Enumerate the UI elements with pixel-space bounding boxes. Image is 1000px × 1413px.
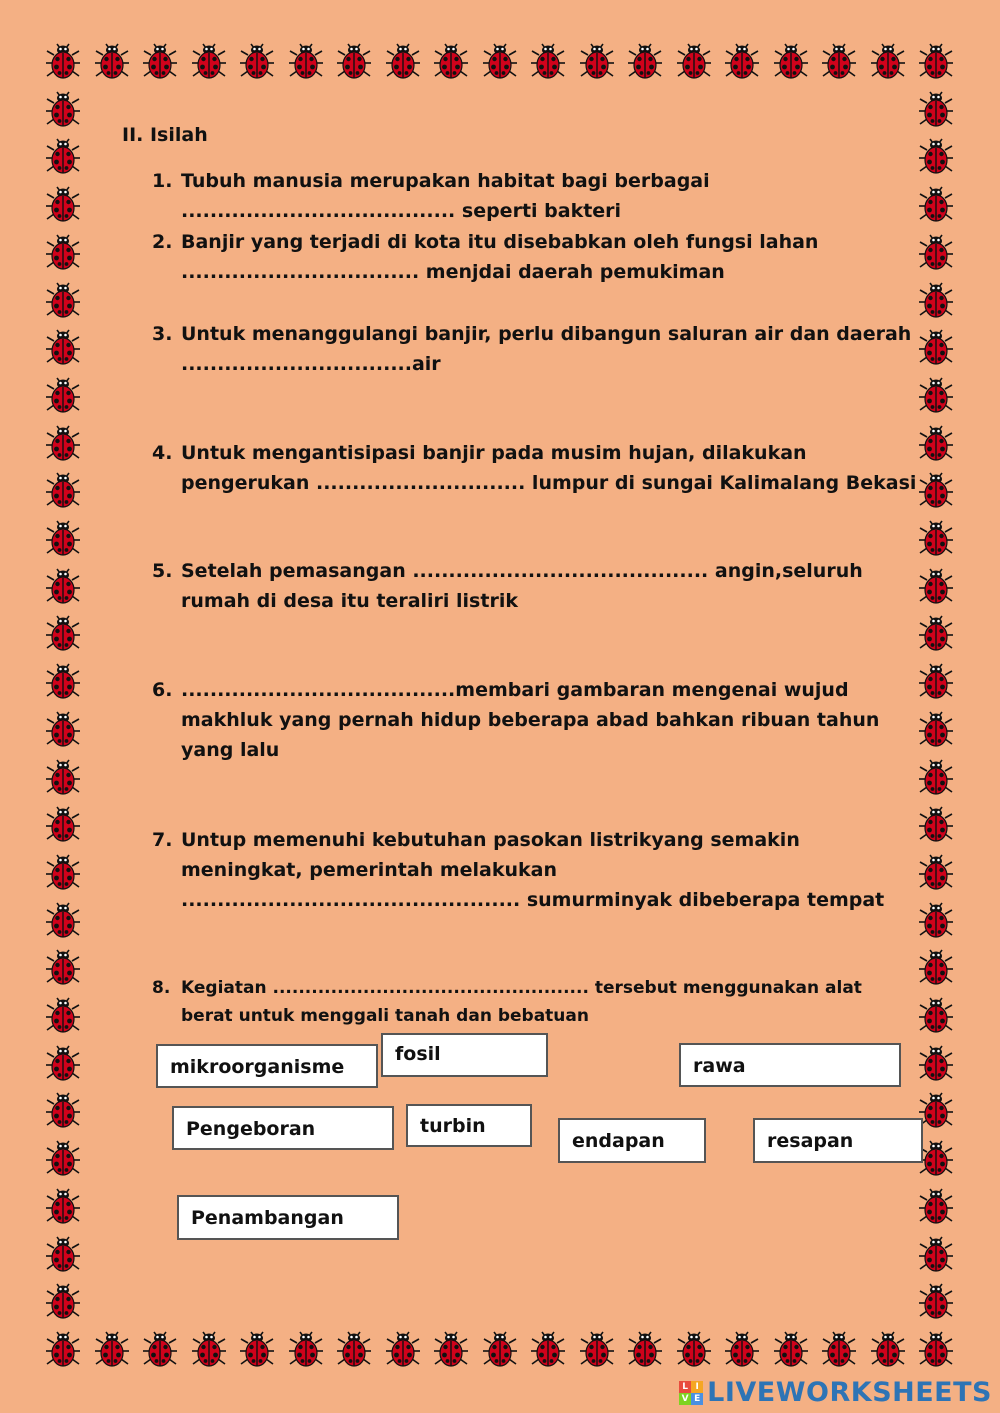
ladybug-icon: [918, 1140, 954, 1178]
question-text[interactable]: Setelah pemasangan ......................................... angin,seluruh rumah di desa itu teraliri listrik: [181, 560, 863, 612]
question-number: 1.: [152, 170, 173, 192]
ladybug-icon: [94, 1331, 130, 1369]
question-text[interactable]: Banjir yang terjadi di kota itu disebabkan oleh fungsi lahan ................................. menjdai daerah pemukiman: [181, 231, 819, 283]
answer-card-resapan[interactable]: resapan: [753, 1118, 923, 1163]
question-number: 8.: [152, 978, 171, 998]
ladybug-icon: [239, 43, 275, 81]
ladybug-icon: [191, 43, 227, 81]
question-text[interactable]: Untuk mengantisipasi banjir pada musim hujan, dilakukan pengerukan ............................. lumpur di sungai Kalimalang Bekasi: [181, 442, 917, 494]
section-title: II. Isilah: [122, 124, 208, 146]
question-5: [152, 556, 942, 616]
ladybug-icon: [45, 759, 81, 797]
ladybug-icon: [918, 1283, 954, 1321]
ladybug-icon: [918, 91, 954, 129]
ladybug-icon: [918, 615, 954, 653]
ladybug-icon: [288, 43, 324, 81]
ladybug-icon: [45, 1331, 81, 1369]
ladybug-icon: [773, 43, 809, 81]
ladybug-icon: [45, 282, 81, 320]
ladybug-icon: [530, 43, 566, 81]
question-1: [152, 166, 942, 226]
ladybug-icon: [45, 329, 81, 367]
ladybug-icon: [45, 425, 81, 463]
ladybug-icon: [45, 377, 81, 415]
ladybug-icon: [45, 520, 81, 558]
ladybug-icon: [433, 1331, 469, 1369]
ladybug-icon: [191, 1331, 227, 1369]
ladybug-icon: [45, 43, 81, 81]
ladybug-icon: [45, 234, 81, 272]
ladybug-icon: [45, 1188, 81, 1226]
ladybug-icon: [918, 1092, 954, 1130]
ladybug-icon: [918, 1331, 954, 1369]
answer-card-mikroorganisme[interactable]: mikroorganisme: [156, 1044, 378, 1088]
ladybug-icon: [482, 1331, 518, 1369]
ladybug-icon: [45, 568, 81, 606]
ladybug-icon: [385, 1331, 421, 1369]
ladybug-icon: [336, 43, 372, 81]
ladybug-icon: [45, 1092, 81, 1130]
liveworksheets-wordmark: LIVEWORKSHEETS: [707, 1377, 992, 1408]
ladybug-icon: [45, 91, 81, 129]
ladybug-icon: [45, 472, 81, 510]
ladybug-icon: [45, 615, 81, 653]
ladybug-icon: [142, 43, 178, 81]
question-number: 2.: [152, 231, 173, 253]
question-text[interactable]: Kegiatan ................................................. tersebut menggunakan alat berat untuk menggali tanah dan bebatuan: [181, 978, 862, 1026]
ladybug-icon: [579, 1331, 615, 1369]
question-3: [152, 319, 942, 379]
ladybug-icon: [45, 186, 81, 224]
ladybug-icon: [627, 1331, 663, 1369]
ladybug-icon: [821, 43, 857, 81]
ladybug-icon: [870, 43, 906, 81]
ladybug-icon: [94, 43, 130, 81]
answer-card-endapan[interactable]: endapan: [558, 1118, 706, 1163]
ladybug-icon: [627, 43, 663, 81]
question-number: 4.: [152, 442, 173, 464]
ladybug-icon: [724, 1331, 760, 1369]
ladybug-icon: [45, 1140, 81, 1178]
liveworksheets-icon: L I V E: [679, 1381, 703, 1405]
ladybug-icon: [530, 1331, 566, 1369]
ladybug-icon: [918, 1236, 954, 1274]
ladybug-icon: [45, 1283, 81, 1321]
answer-card-rawa[interactable]: rawa: [679, 1043, 901, 1087]
ladybug-icon: [724, 43, 760, 81]
question-number: 7.: [152, 829, 173, 851]
ladybug-icon: [676, 1331, 712, 1369]
liveworksheets-logo: [679, 1377, 992, 1408]
answer-card-fosil[interactable]: fosil: [381, 1033, 548, 1077]
question-number: 6.: [152, 679, 173, 701]
ladybug-icon: [385, 43, 421, 81]
question-text[interactable]: ......................................membari gambaran mengenai wujud makhluk yang pernah hidup beberapa abad bahkan ribuan tahun yang lalu: [181, 679, 880, 761]
question-number: 5.: [152, 560, 173, 582]
ladybug-icon: [45, 1045, 81, 1083]
ladybug-icon: [918, 377, 954, 415]
ladybug-icon: [579, 43, 615, 81]
ladybug-icon: [45, 854, 81, 892]
answer-card-penambangan[interactable]: Penambangan: [177, 1195, 399, 1240]
ladybug-icon: [45, 663, 81, 701]
question-text[interactable]: Untup memenuhi kebutuhan pasokan listrikyang semakin meningkat, pemerintah melakukan ............................................... sumurminyak dibeberapa tempat: [181, 829, 885, 911]
answer-card-pengeboran[interactable]: Pengeboran: [172, 1106, 394, 1150]
question-text[interactable]: Tubuh manusia merupakan habitat bagi berbagai ...................................... seperti bakteri: [181, 170, 710, 222]
ladybug-icon: [142, 1331, 178, 1369]
ladybug-icon: [45, 949, 81, 987]
ladybug-icon: [45, 997, 81, 1035]
ladybug-icon: [239, 1331, 275, 1369]
question-number: 3.: [152, 323, 173, 345]
ladybug-icon: [918, 1188, 954, 1226]
question-8: [152, 974, 942, 1030]
answer-card-turbin[interactable]: turbin: [406, 1104, 532, 1147]
ladybug-icon: [45, 711, 81, 749]
ladybug-icon: [288, 1331, 324, 1369]
ladybug-icon: [45, 902, 81, 940]
ladybug-icon: [918, 1045, 954, 1083]
ladybug-icon: [676, 43, 712, 81]
ladybug-icon: [773, 1331, 809, 1369]
ladybug-icon: [45, 1236, 81, 1274]
question-4: [152, 438, 942, 498]
ladybug-icon: [482, 43, 518, 81]
ladybug-icon: [918, 282, 954, 320]
question-6: [152, 675, 942, 765]
ladybug-icon: [918, 43, 954, 81]
ladybug-icon: [918, 520, 954, 558]
ladybug-icon: [433, 43, 469, 81]
ladybug-icon: [45, 138, 81, 176]
question-text[interactable]: Untuk menanggulangi banjir, perlu dibangun saluran air dan daerah ................................air: [181, 323, 912, 375]
question-2: [152, 227, 942, 287]
ladybug-icon: [870, 1331, 906, 1369]
ladybug-icon: [336, 1331, 372, 1369]
question-7: [152, 825, 942, 915]
ladybug-icon: [45, 806, 81, 844]
ladybug-icon: [821, 1331, 857, 1369]
